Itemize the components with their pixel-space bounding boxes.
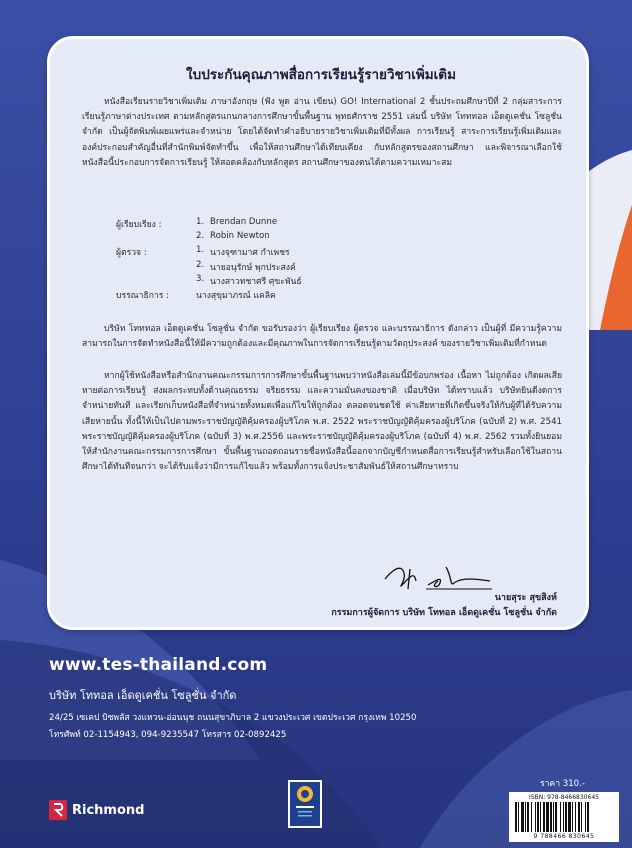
barcode-bar [553, 802, 554, 832]
barcode-number: 9 788466 830645 [533, 833, 595, 840]
barcode-bar [531, 802, 532, 832]
barcode-bar [575, 802, 576, 832]
barcode-bar [540, 802, 541, 832]
credit-row [116, 231, 536, 245]
credit-name: นายอนุรักษ์ พุกประสงค์ [210, 262, 296, 273]
credit-number: 3. [196, 273, 205, 284]
credit-number: 2. [196, 259, 205, 270]
price-label: ราคา 310.- [540, 779, 585, 789]
handwritten-signature [380, 559, 500, 593]
company-phone: โทรศัพท์ 02-1154943, 094-9235547 โทรสาร 02-0892425 [49, 730, 287, 740]
editor-row [116, 288, 536, 302]
publisher-logo-text: Richmond [72, 803, 145, 818]
credit-role: ผู้เรียบเรียง : [116, 220, 162, 230]
barcode-bar [563, 802, 564, 832]
barcode-bar [537, 802, 539, 832]
credit-name: นางสาวทชาศรี ศุขะพันธ์ [210, 276, 302, 287]
website-link[interactable]: www.tes-thailand.com [49, 655, 268, 675]
credit-number: 2. [196, 231, 205, 242]
editor-role: บรรณาธิการ : [116, 290, 170, 301]
barcode-bar [585, 802, 586, 832]
barcode-bar [572, 802, 573, 832]
richmond-logo-icon [49, 800, 67, 820]
signer-title: กรรมการผู้จัดการ บริษัท โททอล เอ็ดดูเคชั่น โซลูชั่น จำกัด [331, 608, 557, 618]
barcode-bar [521, 802, 524, 832]
company-address: 24/25 เซเคป บิซพลัส วงแหวน-อ่อนนุช ถนนสุขาภิบาล 2 แขวงประเวศ เขตประเวศ กรุงเทพ 10250 [49, 713, 417, 723]
barcode-bar [578, 802, 580, 832]
tes-logo-icon [288, 780, 322, 828]
credit-name: Brendan Dunne [210, 217, 278, 227]
barcode-bar [535, 802, 536, 832]
editor-name: นางสุขุมาภรณ์ แคลิค [196, 290, 276, 301]
barcode-bar [515, 802, 517, 832]
card-title: ใบประกันคุณภาพสื่อการเรียนรู้รายวิชาเพิ่มเติม [186, 67, 456, 83]
certification-paragraph: บริษัท โทททอล เอ็ดดูเคชั่น โซลูชั่น จำกัด ขอรับรองว่า ผู้เรียบเรียง ผู้ตรวจ และบรรณาธิการ ดังกล่าว เป็นผู้ที่ มีความรู้ความสามารถในการจัดทำหนังสือนี้ให้มีความถูกต้องและมีคุณภาพในการจัดการเรียนรู้ตามวัตถุประสงค์ ของรายวิชาเพิ่มเติมที่กำหนด [82, 324, 562, 350]
barcode-bar [546, 802, 549, 832]
credit-name: นางจุฑามาศ กำเพชร [210, 248, 290, 259]
credit-row [116, 274, 536, 288]
intro-paragraph: หนังสือเรียนรายวิชาเพิ่มเติม ภาษาอังกฤษ (ฟัง พูด อ่าน เขียน) GO! International 2 ชั้นประถมศึกษาปีที่ 2 กลุ่มสาระการเรียนรู้ภาษาต่างประเทศ ตามหลักสูตรแกนกลางการศึกษาขั้นพื้นฐาน พุทธศักราช 2551 เล่มนี้ บริษัท โทททอล เอ็ดดูเคชั่น โซลูชั่น จำกัด เป็นผู้จัดพิมพ์เผยแพร่และจำหน่าย โดยได้จัดทำคำอธิบายรายวิชาเพิ่มเติมที่มีทั้งผล การเรียนรู้ สาระการเรียนรู้เพิ่มเติมและองค์ประกอบสำคัญอื่นที่สำนักพิมพ์จัดทำขึ้น เพื่อให้สถานศึกษาได้เทียบเคียง กับหลักสูตรของสถานศึกษา และพิจารณาเลือกใช้หนังสือนี้ประกอบการจัดการเรียนรู้ ให้สอดคล้องกับหลักสูตร สถานศึกษาของตนได้ตามความเหมาะสม [82, 97, 562, 168]
barcode-bar [568, 802, 571, 832]
barcode-bar [587, 802, 589, 832]
credit-row [116, 245, 536, 259]
company-name: บริษัท โททอล เอ็ดดูเคชั่น โซลูชั่น จำกัด [49, 689, 237, 702]
signer-name: นายสุระ สุขสิงห์ [494, 593, 557, 603]
credit-role: ผู้ตรวจ : [116, 248, 147, 259]
barcode-bar [565, 802, 567, 832]
credit-number: 1. [196, 217, 205, 227]
credit-name: Robin Newton [210, 231, 270, 242]
barcode-bar [525, 802, 526, 832]
barcode-bar [581, 802, 582, 832]
barcode-bar [550, 802, 552, 832]
isbn-text: ISBN: 978-8466830645 [529, 794, 599, 801]
barcode-bars [515, 802, 613, 832]
credit-row [116, 217, 536, 231]
credits-list [116, 217, 536, 302]
quality-assurance-card [47, 36, 589, 630]
barcode [509, 792, 619, 842]
barcode-bar [555, 802, 557, 832]
barcode-bar [543, 802, 545, 832]
barcode-bar [560, 802, 561, 832]
credit-row [116, 260, 536, 274]
barcode-bar [527, 802, 529, 832]
credit-number: 1. [196, 245, 205, 256]
barcode-bar [518, 802, 519, 832]
liability-paragraph: หากผู้ใช้หนังสือหรือสำนักงานคณะกรรมการการศึกษาขั้นพื้นฐานพบว่าหนังสือเล่มนี้มีข้อบกพร่อง เนื้อหา ไม่ถูกต้อง เกิดผลเสียหายต่อการเรียนรู้ ส่งผลกระทบทั้งด้านคุณธรรม จริยธรรม และความมั่นคงของชาติ เมื่อบริษัท ได้ทราบแล้ว บริษัทยินดีงดการจำหน่ายทันที และเรียกเก็บหนังสือที่จำหน่ายทั้งหมดเพื่อแก้ไขให้ถูกต้อง ตลอดจนชดใช้ ค่าเสียหายที่เกิดขึ้นจริงให้กับผู้ที่ได้รับความเสียหายนั้น ทั้งนี้ให้เป็นไปตามพระราชบัญญัติคุ้มครองผู้บริโภค พ.ศ. 2522 พระราชบัญญัติคุ้มครองผู้บริโภค (ฉบับที่ 2) พ.ศ. 2541 พระราชบัญญัติคุ้มครองผู้บริโภค (ฉบับที่ 3) พ.ศ.2556 และพระราชบัญญัติคุ้มครองผู้บริโภค (ฉบับที่ 4) พ.ศ. 2562 รวมทั้งยินยอมให้สำนักงานคณะกรรมการการศึกษา ขั้นพื้นฐานถอดถอนรายชื่อหนังสือนี้ออกจากบัญชีกำหนดสื่อการเรียนรู้สำหรับเลือกใช้ในสถานศึกษาได้ทันทีจนกว่า จะได้รับแจ้งว่ามีการแก้ไขแล้ว พร้อมทั้งการแจ้งประชาสัมพันธ์ให้สถานศึกษาทราบ [82, 371, 562, 473]
